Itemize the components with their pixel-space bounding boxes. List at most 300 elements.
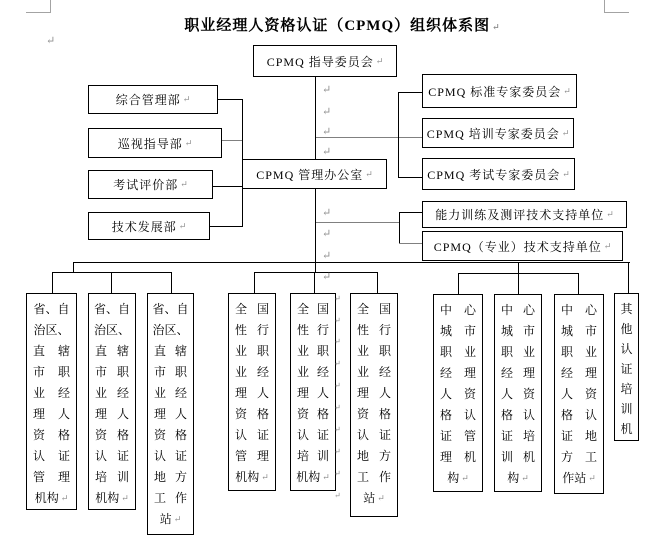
org-box-label-line bbox=[148, 488, 193, 509]
org-box-label: 站 bbox=[159, 512, 172, 526]
org-box-label: 直 bbox=[33, 344, 46, 358]
org-box-label: 职 bbox=[378, 344, 391, 358]
org-box-label: 机 bbox=[463, 450, 476, 464]
org-box-label: 性 bbox=[357, 323, 370, 337]
org-box-label-line bbox=[434, 363, 482, 384]
org-box-label: 人 bbox=[116, 407, 129, 421]
org-box-label: 职 bbox=[174, 365, 187, 379]
org-box-label-line bbox=[27, 446, 76, 467]
org-box-label: 机构 bbox=[296, 470, 321, 484]
org-box-label-line bbox=[229, 341, 275, 362]
paragraph-mark: ↵ bbox=[322, 84, 332, 96]
org-box-label-line bbox=[229, 299, 275, 320]
org-box-regional-body bbox=[228, 293, 276, 491]
org-box-label-line bbox=[495, 342, 541, 363]
org-box-label: 全 bbox=[297, 302, 310, 316]
org-box-label-line bbox=[27, 299, 76, 320]
page-title bbox=[30, 14, 654, 35]
connector-line bbox=[398, 92, 422, 93]
org-box-label-line bbox=[351, 299, 397, 320]
org-box-label: CPMQ 考试专家委员会 bbox=[427, 167, 561, 182]
paragraph-mark: ↵ bbox=[322, 207, 332, 219]
connector-line bbox=[314, 272, 315, 293]
paragraph-mark: ↵ bbox=[606, 209, 614, 219]
org-box-label: 认 bbox=[154, 449, 167, 463]
org-box-label-line bbox=[351, 383, 397, 404]
org-box-label-line bbox=[495, 384, 541, 405]
org-box-label-line bbox=[495, 468, 541, 489]
connector-line bbox=[222, 140, 242, 141]
paragraph-mark: ↵ bbox=[521, 473, 529, 483]
org-box-label: 地 bbox=[357, 449, 370, 463]
org-box-label-line bbox=[89, 362, 135, 383]
org-box-label-line bbox=[291, 362, 335, 383]
org-box-label: 人 bbox=[57, 407, 70, 421]
org-box-label-line bbox=[27, 425, 76, 446]
org-box-management-office bbox=[242, 159, 387, 189]
org-box-label: 构 bbox=[447, 471, 460, 485]
org-box-label: 业 bbox=[154, 386, 167, 400]
org-box-label: 训 bbox=[501, 450, 514, 464]
org-box-label-line bbox=[291, 446, 335, 467]
org-box-label: 资 bbox=[154, 428, 167, 442]
org-box-label: 辖 bbox=[57, 344, 70, 358]
org-box-label: 地 bbox=[584, 429, 597, 443]
org-box-regional-body bbox=[433, 294, 483, 492]
org-box-label: 人 bbox=[378, 386, 391, 400]
paragraph-mark: ↵ bbox=[322, 228, 332, 240]
margin-mark-top-left bbox=[50, 0, 51, 13]
org-box-regional-body bbox=[26, 293, 77, 510]
org-box-label: 理 bbox=[95, 407, 108, 421]
org-box-label: 证 bbox=[440, 429, 453, 443]
paragraph-mark: ↵ bbox=[461, 473, 469, 483]
paragraph-mark: ↵ bbox=[182, 94, 191, 104]
org-box-label: 证 bbox=[561, 429, 574, 443]
org-box-label: 工 bbox=[154, 491, 167, 505]
paragraph-mark: ↵ bbox=[173, 514, 182, 524]
connector-line bbox=[213, 186, 242, 187]
org-box-label: 市 bbox=[95, 365, 108, 379]
org-box-label: 职 bbox=[561, 345, 574, 359]
connector-line bbox=[458, 273, 459, 294]
org-box-label: 作 bbox=[174, 491, 187, 505]
org-box-label-line bbox=[229, 467, 275, 488]
org-box-label-line bbox=[351, 404, 397, 425]
org-box-label: 经 bbox=[501, 366, 514, 380]
margin-mark-top-right bbox=[604, 0, 605, 13]
margin-mark-top-left bbox=[26, 12, 51, 13]
connector-line bbox=[398, 92, 399, 178]
org-box-label: 中 bbox=[501, 303, 514, 317]
org-box-label: 治区、 bbox=[33, 323, 70, 337]
org-box-label: 治区、 bbox=[93, 323, 130, 337]
org-box-label: 证 bbox=[378, 428, 391, 442]
org-box-label-line bbox=[434, 468, 482, 489]
org-box-label-line bbox=[495, 321, 541, 342]
org-box-label: 证 bbox=[501, 429, 514, 443]
org-box-label: 培 bbox=[620, 382, 633, 396]
org-box-label: 全 bbox=[235, 302, 248, 316]
org-box-label-line bbox=[434, 405, 482, 426]
org-box-label: 业 bbox=[235, 365, 248, 379]
paragraph-mark: ↵ bbox=[334, 359, 341, 368]
org-box-label-line bbox=[148, 425, 193, 446]
org-box-label: 管 bbox=[235, 449, 248, 463]
org-box-label-line bbox=[495, 363, 541, 384]
paragraph-mark: ↵ bbox=[334, 447, 341, 456]
org-box-label: 性 bbox=[235, 323, 248, 337]
org-box-label: 职 bbox=[256, 344, 269, 358]
org-box-label: CPMQ 培训专家委员会 bbox=[426, 126, 560, 141]
org-box-label: 经 bbox=[57, 386, 70, 400]
org-box-label-line bbox=[27, 383, 76, 404]
org-box-label: 市 bbox=[154, 365, 167, 379]
connector-line bbox=[399, 243, 422, 244]
org-box-label: 业 bbox=[522, 345, 535, 359]
org-box-label-line bbox=[89, 425, 135, 446]
org-box-label: 机构 bbox=[235, 470, 260, 484]
org-box-label: 资 bbox=[522, 387, 535, 401]
org-box-label-line bbox=[27, 404, 76, 425]
org-box-label: 证 bbox=[116, 449, 129, 463]
org-box-label-line bbox=[291, 341, 335, 362]
org-box-label: 辖 bbox=[174, 344, 187, 358]
org-box-label: 理 bbox=[357, 386, 370, 400]
org-box-label: 考试评价部 bbox=[113, 178, 179, 192]
org-box-label: CPMQ 指导委员会 bbox=[266, 54, 374, 69]
org-box-label: 行 bbox=[256, 323, 269, 337]
org-box-label: 职 bbox=[440, 345, 453, 359]
org-box-label: 中 bbox=[561, 303, 574, 317]
connector-line bbox=[399, 212, 400, 244]
org-box-label: 证 bbox=[316, 428, 329, 442]
paragraph-mark: ↵ bbox=[121, 493, 129, 503]
org-box-label-line bbox=[555, 468, 603, 489]
org-box-label-line bbox=[555, 321, 603, 342]
connector-line bbox=[315, 77, 316, 159]
org-box-label: 工 bbox=[357, 470, 370, 484]
org-box-label: 站 bbox=[363, 491, 376, 505]
org-box-label: 机 bbox=[620, 422, 633, 436]
org-box-label: 经 bbox=[378, 365, 391, 379]
org-box-label: 业 bbox=[95, 386, 108, 400]
org-box-label-line bbox=[615, 359, 638, 379]
org-box-label: 他 bbox=[620, 322, 633, 336]
org-box-label: 国 bbox=[256, 302, 269, 316]
org-box-label: 市 bbox=[522, 324, 535, 338]
org-box-label-line bbox=[229, 320, 275, 341]
paragraph-mark: ↵ bbox=[377, 493, 385, 503]
org-box-label: 省、自 bbox=[93, 302, 130, 316]
org-box-label: 管 bbox=[33, 470, 46, 484]
org-box-label: 治区、 bbox=[152, 323, 189, 337]
org-box-label: 业 bbox=[297, 365, 310, 379]
org-box-label-line bbox=[434, 426, 482, 447]
org-box-label: 理 bbox=[256, 449, 269, 463]
connector-line bbox=[111, 272, 112, 293]
org-box-label-line bbox=[495, 447, 541, 468]
paragraph-mark: ↵ bbox=[492, 22, 500, 32]
org-box-label: CPMQ 管理办公室 bbox=[256, 167, 364, 182]
org-box-label: 城 bbox=[501, 324, 514, 338]
org-box-label: 心 bbox=[584, 303, 597, 317]
org-box-label: 训 bbox=[620, 402, 633, 416]
org-box-label-line bbox=[27, 362, 76, 383]
paragraph-mark: ↵ bbox=[365, 168, 373, 179]
org-box-label-line bbox=[27, 488, 76, 509]
paragraph-mark: ↵ bbox=[322, 472, 330, 482]
org-box-label: 经 bbox=[116, 386, 129, 400]
connector-line bbox=[73, 262, 630, 263]
page-title-text: 职业经理人资格认证（CPMQ）组织体系图 bbox=[184, 18, 491, 34]
org-box-label: 证 bbox=[57, 449, 70, 463]
org-box-label: 工 bbox=[584, 450, 597, 464]
org-box-label-line bbox=[291, 383, 335, 404]
org-box-label-line bbox=[615, 399, 638, 419]
org-box-label-line bbox=[148, 362, 193, 383]
org-box-label-line bbox=[615, 299, 638, 319]
paragraph-mark: ↵ bbox=[334, 337, 341, 346]
org-box-label-line bbox=[148, 299, 193, 320]
org-box-label: 格 bbox=[501, 408, 514, 422]
org-box-label: 作站 bbox=[562, 471, 587, 485]
org-box-label: 市 bbox=[463, 324, 476, 338]
org-box-label: 资 bbox=[463, 387, 476, 401]
org-box-label: 认 bbox=[620, 342, 633, 356]
org-box-label: 中 bbox=[440, 303, 453, 317]
connector-line bbox=[210, 226, 242, 227]
org-box-label: 认 bbox=[522, 408, 535, 422]
org-box-label: 职 bbox=[116, 365, 129, 379]
org-box-label: 方 bbox=[378, 449, 391, 463]
connector-line bbox=[52, 272, 53, 293]
org-box-label-line bbox=[148, 341, 193, 362]
org-box-label: 人 bbox=[174, 407, 187, 421]
org-box-label: 资 bbox=[33, 428, 46, 442]
org-box-label: 培 bbox=[95, 470, 108, 484]
org-box-label-line bbox=[229, 404, 275, 425]
org-box-label: 作 bbox=[378, 470, 391, 484]
org-box-label-line bbox=[434, 384, 482, 405]
org-box-label: 管 bbox=[463, 429, 476, 443]
org-box-label-line bbox=[555, 447, 603, 468]
org-box-label-line bbox=[555, 426, 603, 447]
org-box-label-line bbox=[89, 341, 135, 362]
org-box-label: 资 bbox=[235, 407, 248, 421]
org-box-label: 省、自 bbox=[33, 302, 70, 316]
org-box-label: 人 bbox=[316, 386, 329, 400]
org-box-label: 人 bbox=[256, 386, 269, 400]
connector-line bbox=[578, 273, 579, 294]
org-box-label-line bbox=[555, 363, 603, 384]
org-box-department bbox=[88, 170, 213, 199]
org-box-label: 职 bbox=[501, 345, 514, 359]
org-box-label: 训 bbox=[116, 470, 129, 484]
paragraph-mark: ↵ bbox=[322, 106, 332, 118]
org-box-label: 方 bbox=[561, 450, 574, 464]
paragraph-mark: ↵ bbox=[334, 425, 341, 434]
org-box-label: 理 bbox=[463, 366, 476, 380]
org-box-label-line bbox=[351, 362, 397, 383]
org-box-label: 心 bbox=[522, 303, 535, 317]
org-box-label-line bbox=[495, 405, 541, 426]
org-box-label-line bbox=[291, 467, 335, 488]
org-box-label-line bbox=[615, 319, 638, 339]
org-box-label: 性 bbox=[297, 323, 310, 337]
org-box-label: 业 bbox=[463, 345, 476, 359]
org-box-label-line bbox=[89, 467, 135, 488]
paragraph-mark: ↵ bbox=[334, 491, 341, 500]
connector-line bbox=[315, 262, 316, 273]
org-box-label-line bbox=[89, 383, 135, 404]
org-box-label-line bbox=[89, 404, 135, 425]
org-box-expert-committee bbox=[422, 74, 577, 108]
org-box-label: 认 bbox=[235, 428, 248, 442]
paragraph-mark: ↵ bbox=[322, 126, 332, 138]
org-box-label: 辖 bbox=[116, 344, 129, 358]
paragraph-mark: ↵ bbox=[334, 316, 341, 325]
org-box-label: 理 bbox=[522, 366, 535, 380]
paragraph-mark: ↵ bbox=[178, 220, 187, 231]
paragraph-mark: ↵ bbox=[334, 294, 341, 303]
paragraph-mark: ↵ bbox=[561, 127, 570, 138]
org-box-label: CPMQ（专业）技术支持单位 bbox=[433, 239, 602, 254]
org-box-label-line bbox=[89, 446, 135, 467]
org-box-label: 认 bbox=[297, 428, 310, 442]
org-box-label: 理 bbox=[57, 470, 70, 484]
org-box-label-line bbox=[615, 419, 638, 439]
org-box-label-line bbox=[555, 342, 603, 363]
org-box-label: 理 bbox=[584, 366, 597, 380]
paragraph-mark: ↵ bbox=[322, 146, 332, 158]
org-box-label: 格 bbox=[378, 407, 391, 421]
org-box-support-unit bbox=[422, 201, 627, 228]
org-box-label: 业 bbox=[33, 386, 46, 400]
paragraph-mark: ↵ bbox=[180, 179, 188, 189]
org-box-label-line bbox=[615, 339, 638, 359]
org-box-label: 经 bbox=[561, 366, 574, 380]
org-box-regional-body bbox=[88, 293, 136, 510]
paragraph-mark: ↵ bbox=[46, 35, 56, 47]
org-box-label-line bbox=[555, 384, 603, 405]
org-box-label: 直 bbox=[95, 344, 108, 358]
org-box-support-unit bbox=[422, 231, 623, 261]
org-box-label: 证 bbox=[620, 362, 633, 376]
org-box-label-line bbox=[495, 426, 541, 447]
org-box-expert-committee bbox=[422, 118, 574, 148]
org-box-label: 机构 bbox=[95, 491, 120, 505]
org-box-label: 认 bbox=[463, 408, 476, 422]
org-box-label-line bbox=[89, 299, 135, 320]
paragraph-mark: ↵ bbox=[334, 469, 341, 478]
org-box-label: 市 bbox=[584, 324, 597, 338]
org-box-regional-body bbox=[494, 294, 542, 492]
org-box-label-line bbox=[495, 300, 541, 321]
paragraph-mark: ↵ bbox=[334, 403, 341, 412]
paragraph-mark: ↵ bbox=[588, 473, 596, 483]
org-box-label: 国 bbox=[316, 302, 329, 316]
org-box-label: 理 bbox=[297, 386, 310, 400]
org-box-label: 认 bbox=[584, 408, 597, 422]
org-box-label: 国 bbox=[378, 302, 391, 316]
org-box-label: 格 bbox=[116, 428, 129, 442]
connector-line bbox=[628, 262, 629, 294]
org-box-label-line bbox=[27, 467, 76, 488]
org-box-department bbox=[88, 128, 222, 158]
org-box-label: 构 bbox=[507, 471, 520, 485]
org-box-label: 理 bbox=[33, 407, 46, 421]
org-box-label: 经 bbox=[440, 366, 453, 380]
org-box-label: CPMQ 标准专家委员会 bbox=[428, 84, 562, 99]
org-box-label: 人 bbox=[440, 387, 453, 401]
org-box-label-line bbox=[148, 383, 193, 404]
org-box-label: 全 bbox=[357, 302, 370, 316]
org-box-label-line bbox=[434, 321, 482, 342]
org-box-label: 省、自 bbox=[152, 302, 189, 316]
org-box-label: 机 bbox=[522, 450, 535, 464]
org-box-label: 格 bbox=[440, 408, 453, 422]
org-box-label-line bbox=[148, 446, 193, 467]
org-box-label: 业 bbox=[297, 344, 310, 358]
org-box-label-line bbox=[555, 405, 603, 426]
paragraph-mark: ↵ bbox=[562, 168, 570, 179]
org-box-label-line bbox=[555, 300, 603, 321]
org-box-label: 认 bbox=[33, 449, 46, 463]
org-box-label: 训 bbox=[316, 449, 329, 463]
org-box-label: 巡视指导部 bbox=[117, 136, 183, 151]
org-box-label: 资 bbox=[584, 387, 597, 401]
org-box-label-line bbox=[291, 299, 335, 320]
org-box-label: 业 bbox=[235, 344, 248, 358]
org-box-regional-body bbox=[350, 293, 398, 517]
org-box-label: 综合管理部 bbox=[115, 93, 181, 107]
org-box-label-line bbox=[291, 404, 335, 425]
org-box-label: 市 bbox=[33, 365, 46, 379]
org-box-label: 地 bbox=[154, 470, 167, 484]
org-box-label-line bbox=[351, 446, 397, 467]
paragraph-mark: ↵ bbox=[563, 85, 571, 96]
org-box-label-line bbox=[27, 320, 76, 341]
org-box-label: 其 bbox=[620, 302, 633, 316]
paragraph-mark: ↵ bbox=[60, 493, 69, 503]
org-box-label-line bbox=[89, 488, 135, 509]
org-box-regional-body bbox=[614, 293, 639, 441]
org-box-label: 业 bbox=[357, 344, 370, 358]
org-box-label-line bbox=[434, 300, 482, 321]
connector-line bbox=[316, 137, 422, 138]
org-box-label: 理 bbox=[235, 386, 248, 400]
connector-line bbox=[254, 272, 255, 293]
org-box-label-line bbox=[148, 404, 193, 425]
org-box-label-line bbox=[615, 379, 638, 399]
org-box-label: 培 bbox=[522, 429, 535, 443]
org-box-department bbox=[88, 85, 218, 114]
org-box-label: 职 bbox=[57, 365, 70, 379]
org-box-label: 业 bbox=[584, 345, 597, 359]
org-box-label-line bbox=[291, 320, 335, 341]
paragraph-mark: ↵ bbox=[603, 240, 612, 251]
org-box-regional-body bbox=[147, 293, 194, 535]
org-box-label: 行 bbox=[378, 323, 391, 337]
org-box-label: 能力训练及测评技术支持单位 bbox=[435, 208, 605, 222]
org-box-steering-committee bbox=[253, 45, 397, 77]
org-box-label: 格 bbox=[256, 407, 269, 421]
connector-line bbox=[171, 272, 172, 293]
org-box-label-line bbox=[229, 425, 275, 446]
org-box-label: 技术发展部 bbox=[111, 219, 177, 234]
org-box-label: 理 bbox=[154, 407, 167, 421]
